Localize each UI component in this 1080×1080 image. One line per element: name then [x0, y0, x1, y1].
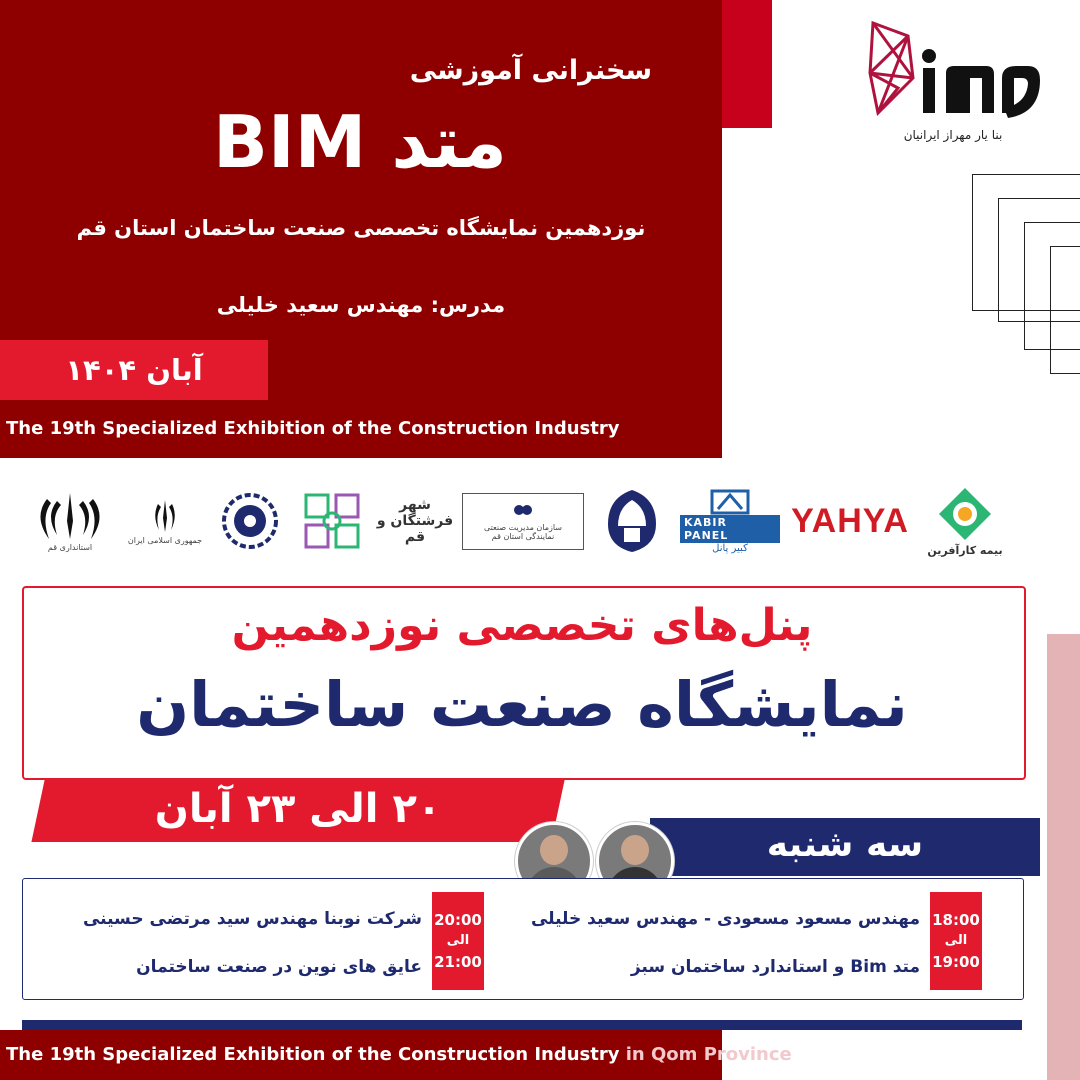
sponsor-gear-logo	[210, 478, 290, 564]
pink-accent-block	[1047, 634, 1080, 1080]
session1-time-mid: الی	[944, 933, 968, 948]
sponsor-frame	[462, 493, 584, 550]
sponsor-karafarin-insurance	[915, 478, 1015, 564]
sponsor-kabir-panel	[680, 478, 780, 564]
session2-time-start: 20:00	[434, 911, 482, 929]
pattern-logo-icon	[300, 489, 364, 553]
sponsor-yahya	[790, 478, 910, 564]
karafarin-logo-icon	[937, 486, 993, 542]
exhibition-title: نوزدهمین نمایشگاه تخصصی صنعت ساختمان استان قم	[76, 216, 646, 240]
sponsor-caption: بیمه کارآفرین	[927, 543, 1003, 557]
kabir-logo-icon	[710, 489, 750, 515]
panel-heading-line1: پنل‌های تخصصی نوزدهمین	[231, 600, 813, 651]
sponsor-caption: YAHYA	[791, 501, 909, 540]
session2-time-mid: الی	[446, 933, 470, 948]
date-range-text: ۲۰ الی ۲۳ آبان	[154, 786, 442, 832]
sponsor-farshtegan	[295, 478, 465, 564]
session2-topic: عایق های نوین در صنعت ساختمان	[136, 957, 422, 977]
english-title-bottom	[6, 1044, 792, 1065]
session1-topic: متد Bim و استاندارد ساختمان سبز	[630, 957, 920, 977]
english-title-top: The 19th Specialized Exhibition of the Construction Industry	[6, 418, 620, 439]
english-bottom-main: The 19th Specialized Exhibition of the Construction Industry	[6, 1044, 620, 1065]
mosque-emblem-icon	[604, 488, 660, 554]
session2-speakers: شرکت نوبنا مهندس سید مرتضی حسینی	[82, 909, 422, 929]
date-badge: آبان ۱۴۰۴	[0, 340, 268, 400]
decor-square-4	[1050, 246, 1080, 374]
gear-emblem-icon	[220, 491, 280, 551]
poster-bottom-strip	[22, 1020, 1022, 1030]
panel-heading-line2: نمایشگاه صنعت ساختمان	[136, 668, 908, 741]
sponsor-logos	[20, 478, 1020, 568]
iran-emblem-small-icon	[150, 498, 180, 534]
sponsor-exhibition-emblem	[592, 478, 672, 564]
sponsor-caption: KABIR PANEL	[680, 515, 780, 543]
day-label: سه شنبه	[766, 824, 924, 865]
kabir-subcaption: کبیر پانل	[712, 542, 748, 554]
session1-time	[930, 892, 982, 990]
session1-time-start: 18:00	[932, 911, 980, 929]
brand-tagline: بنا یار مهراز ایرانیان	[903, 128, 1003, 142]
main-title: متد BIM	[213, 100, 507, 184]
sponsor-caption: شهر فرشتگان و قم	[376, 497, 454, 545]
header-subtitle: سخنرانی آموزشی	[409, 55, 652, 86]
session1-time-end: 19:00	[932, 953, 980, 971]
sponsor-qom-governorate	[20, 478, 120, 564]
instructor-label: مدرس: مهندس سعید خلیلی	[216, 293, 506, 317]
brand-logo-icon	[858, 18, 1048, 128]
session1-speakers: مهندس مسعود مسعودی - مهندس سعید خلیلی	[530, 909, 920, 929]
session2-time-end: 21:00	[434, 953, 482, 971]
sponsor-iran-republic	[125, 478, 205, 564]
sponsor-industrial-management	[458, 478, 588, 564]
clover-icon	[513, 503, 533, 517]
sponsor-caption: سازمان مدیریت صنعتی نمایندگی استان قم	[483, 522, 563, 541]
session2-time	[432, 892, 484, 990]
english-bottom-tail: in Qom Province	[619, 1044, 792, 1065]
sponsor-caption: استانداری قم	[47, 542, 93, 552]
iran-emblem-icon	[35, 491, 105, 541]
sponsor-caption: جمهوری اسلامی ایران	[127, 535, 203, 545]
